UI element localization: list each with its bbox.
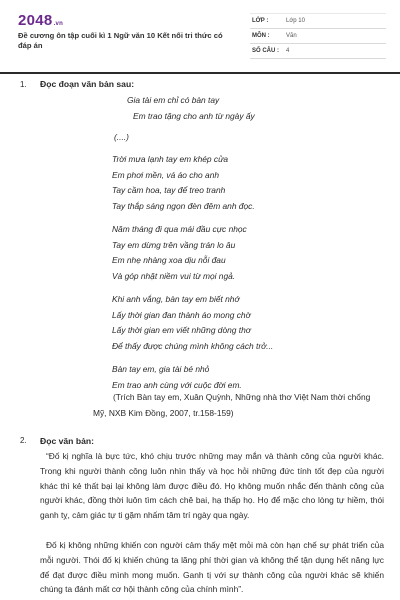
meta-key: SỐ CÂU : <box>252 48 279 54</box>
poem-citation: (Trích Bàn tay em, Xuân Quỳnh, Những nhà thơ Việt Nam thời chống Mỹ, NXB Kim Đồng, 2007, tr.158-159) <box>93 392 371 418</box>
poem-line: Lấy thời gian đan thành áo mong chờ <box>112 309 251 320</box>
document-body <box>0 80 400 600</box>
poem-line: Tay thắp sáng ngọn đèn đêm anh đọc. <box>112 200 255 211</box>
poem-stanza-2 <box>112 222 247 284</box>
meta-table <box>250 13 386 59</box>
poem-line: Để thấy được chúng mình không cách trở... <box>112 340 274 351</box>
question-1 <box>20 80 380 420</box>
poem-line: Khi anh vắng, bàn tay em biết nhớ <box>112 294 240 304</box>
meta-value: Văn <box>286 33 297 39</box>
poem-stanza-1 <box>112 152 255 214</box>
poem-line: Tay em dừng trên vầng trán lo âu <box>112 239 236 250</box>
poem-line: Gia tài em chỉ có bàn tay <box>127 95 220 105</box>
poem-line: Lấy thời gian em viết những dòng thơ <box>112 325 251 336</box>
document-title: Đề cương ôn tập cuối kì 1 Ngữ văn 10 Kết nối tri thức có đáp án <box>18 31 223 50</box>
header-divider <box>0 72 400 74</box>
question-number: 2. <box>20 436 27 445</box>
poem-stanza-3 <box>112 292 273 354</box>
logo-text: 2048 <box>18 12 53 29</box>
poem-line: Và góp nhặt niềm vui từ mọi ngả. <box>112 270 236 281</box>
meta-row-count <box>250 44 386 59</box>
question-title: Đọc đoạn văn bản sau: <box>40 79 135 89</box>
poem-line: Em trao anh cùng với cuộc đời em. <box>112 379 242 390</box>
site-logo[interactable] <box>18 12 63 29</box>
page-header <box>0 0 400 64</box>
passage-paragraph-1: “Đố kị nghĩa là bực tức, khó chịu trước những may mắn và thành công của người khác. Trong khi người thành công luôn nhìn thấy và học hỏi những đức tính tốt đẹp của người khác thì kẻ thất bại lại không làm được điều đó. Họ không muốn nhắc đến thành công của người khác, đồng thời luôn tìm cách chê bai, hạ thấp họ. Họ để mặc cho lòng tự hiềm, thói ganh tỵ, cảm giác tự ti gặm nhấm tâm trí ngày qua ngày. <box>40 451 384 521</box>
poem-line: Em trao tặng cho anh từ ngày ấy <box>133 110 255 121</box>
question-title: Đọc văn bản: <box>40 436 94 446</box>
poem-intro <box>127 93 255 124</box>
meta-value: 4 <box>286 48 290 54</box>
poem-stanza-4 <box>112 362 242 393</box>
poem-line: Năm tháng đi qua mái đầu cực nhọc <box>112 224 247 234</box>
poem-line: Em phơi mền, vá áo cho anh <box>112 169 220 180</box>
meta-row-class <box>250 13 386 29</box>
logo-suffix: .vn <box>53 21 64 27</box>
poem-line: Trời mưa lạnh tay em khép cửa <box>112 154 229 164</box>
meta-key: LỚP : <box>252 18 269 24</box>
passage-paragraph-2: Đố kị không những khiến con người cảm thấy mệt mỏi mà còn hạn chế sự phát triển của mỗi người. Thói đố kị khiến chúng ta lãng phí thời gian và không thể tận dụng hết năng lực để đạt được điều mình mong muốn. Ganh tị với sự thành công của người khác sẽ khiến chúng ta đánh mất cơ hội thành công của chính mình”. <box>40 540 384 595</box>
meta-row-subject <box>250 29 386 44</box>
poem-line: Bàn tay em, gia tài bé nhỏ <box>112 364 210 374</box>
poem-ellipsis: (....) <box>114 132 129 142</box>
question-number: 1. <box>20 80 27 89</box>
poem-line: Tay cầm hoa, tay để treo tranh <box>112 185 226 196</box>
poem-line: Em nhẹ nhàng xoa dịu nỗi đau <box>112 255 226 266</box>
meta-value: Lớp 10 <box>286 18 305 24</box>
meta-key: MÔN : <box>252 33 270 39</box>
